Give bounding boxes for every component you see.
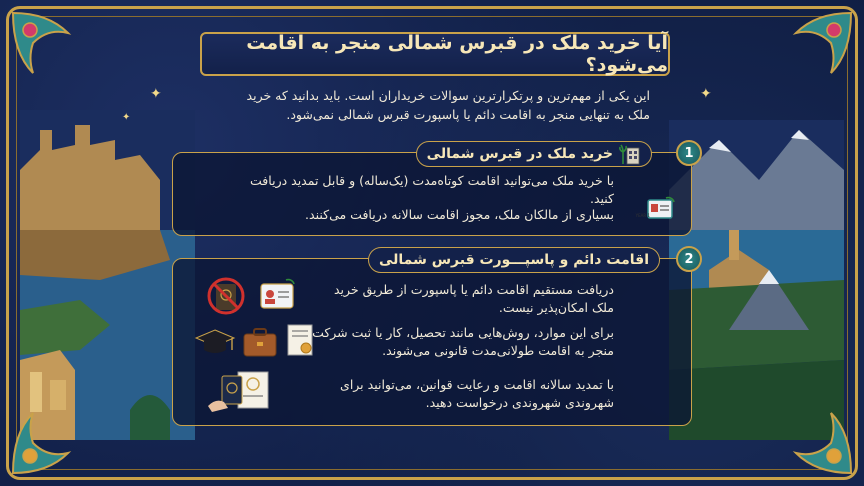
no-passport-icon (206, 276, 246, 316)
passport-certificate-icon (206, 368, 272, 414)
briefcase-icon (240, 324, 280, 358)
corner-ornament-icon (8, 408, 78, 478)
sparkle-icon: ✦ (122, 112, 131, 123)
section-2-heading (368, 247, 660, 273)
id-card-icon (258, 278, 298, 314)
section-number-badge: 2 (676, 246, 702, 272)
section-number-badge: 1 (676, 140, 702, 166)
intro-text (210, 86, 650, 124)
intro-line: ملک به تنهایی منجر به اقامت دائم یا پاسپورت قبرس شمالی نمی‌شود. (286, 107, 650, 122)
section-heading-text: اقامت دائم و پاسپـــورت قبرس شمالی (379, 252, 649, 268)
section-2-item: با تمدید سالانه اقامت و رعایت قوانین، می‌توانید برای شهروندی شهروندی درخواست دهید. (340, 377, 614, 410)
sparkle-icon: ✦ (700, 86, 712, 102)
section-1-item: با خرید ملک می‌توانید اقامت کوتاه‌مدت (یک‌ساله) و قابل تمدید دریافت کنید. (250, 173, 614, 206)
section-2-item: برای این موارد، روش‌هایی مانند تحصیل، کار یا ثبت شرکت منجر به اقامت طولانی‌مدت قانونی می‌شوند. (312, 325, 614, 358)
title-banner (200, 32, 670, 76)
page-title: آیا خرید ملک در قبرس شمالی منجر به اقامت می‌شود؟ (246, 32, 668, 76)
sparkle-icon: ✦ (150, 86, 162, 102)
intro-line: این یکی از مهم‌ترین و پرتکرارترین سوالات خریداران است. باید بدانید که خرید (246, 88, 650, 103)
buildings-palm-icon (619, 144, 641, 164)
graduation-cap-icon (194, 324, 236, 358)
corner-ornament-icon (786, 408, 856, 478)
section-1-item: بسیاری از مالکان ملک، مجوز اقامت سالانه دریافت می‌کنند. (305, 207, 614, 222)
section-1-heading (416, 141, 652, 167)
section-2-item: دریافت مستقیم اقامت دائم یا پاسپورت از طریق خرید ملک امکان‌پذیر نیست. (333, 282, 614, 315)
residence-card-renew-icon (635, 196, 676, 222)
corner-ornament-icon (8, 8, 78, 78)
card-label: 1 YEAR (635, 213, 650, 218)
corner-ornament-icon (786, 8, 856, 78)
section-heading-text: خرید ملک در قبرس شمالی (426, 146, 613, 162)
